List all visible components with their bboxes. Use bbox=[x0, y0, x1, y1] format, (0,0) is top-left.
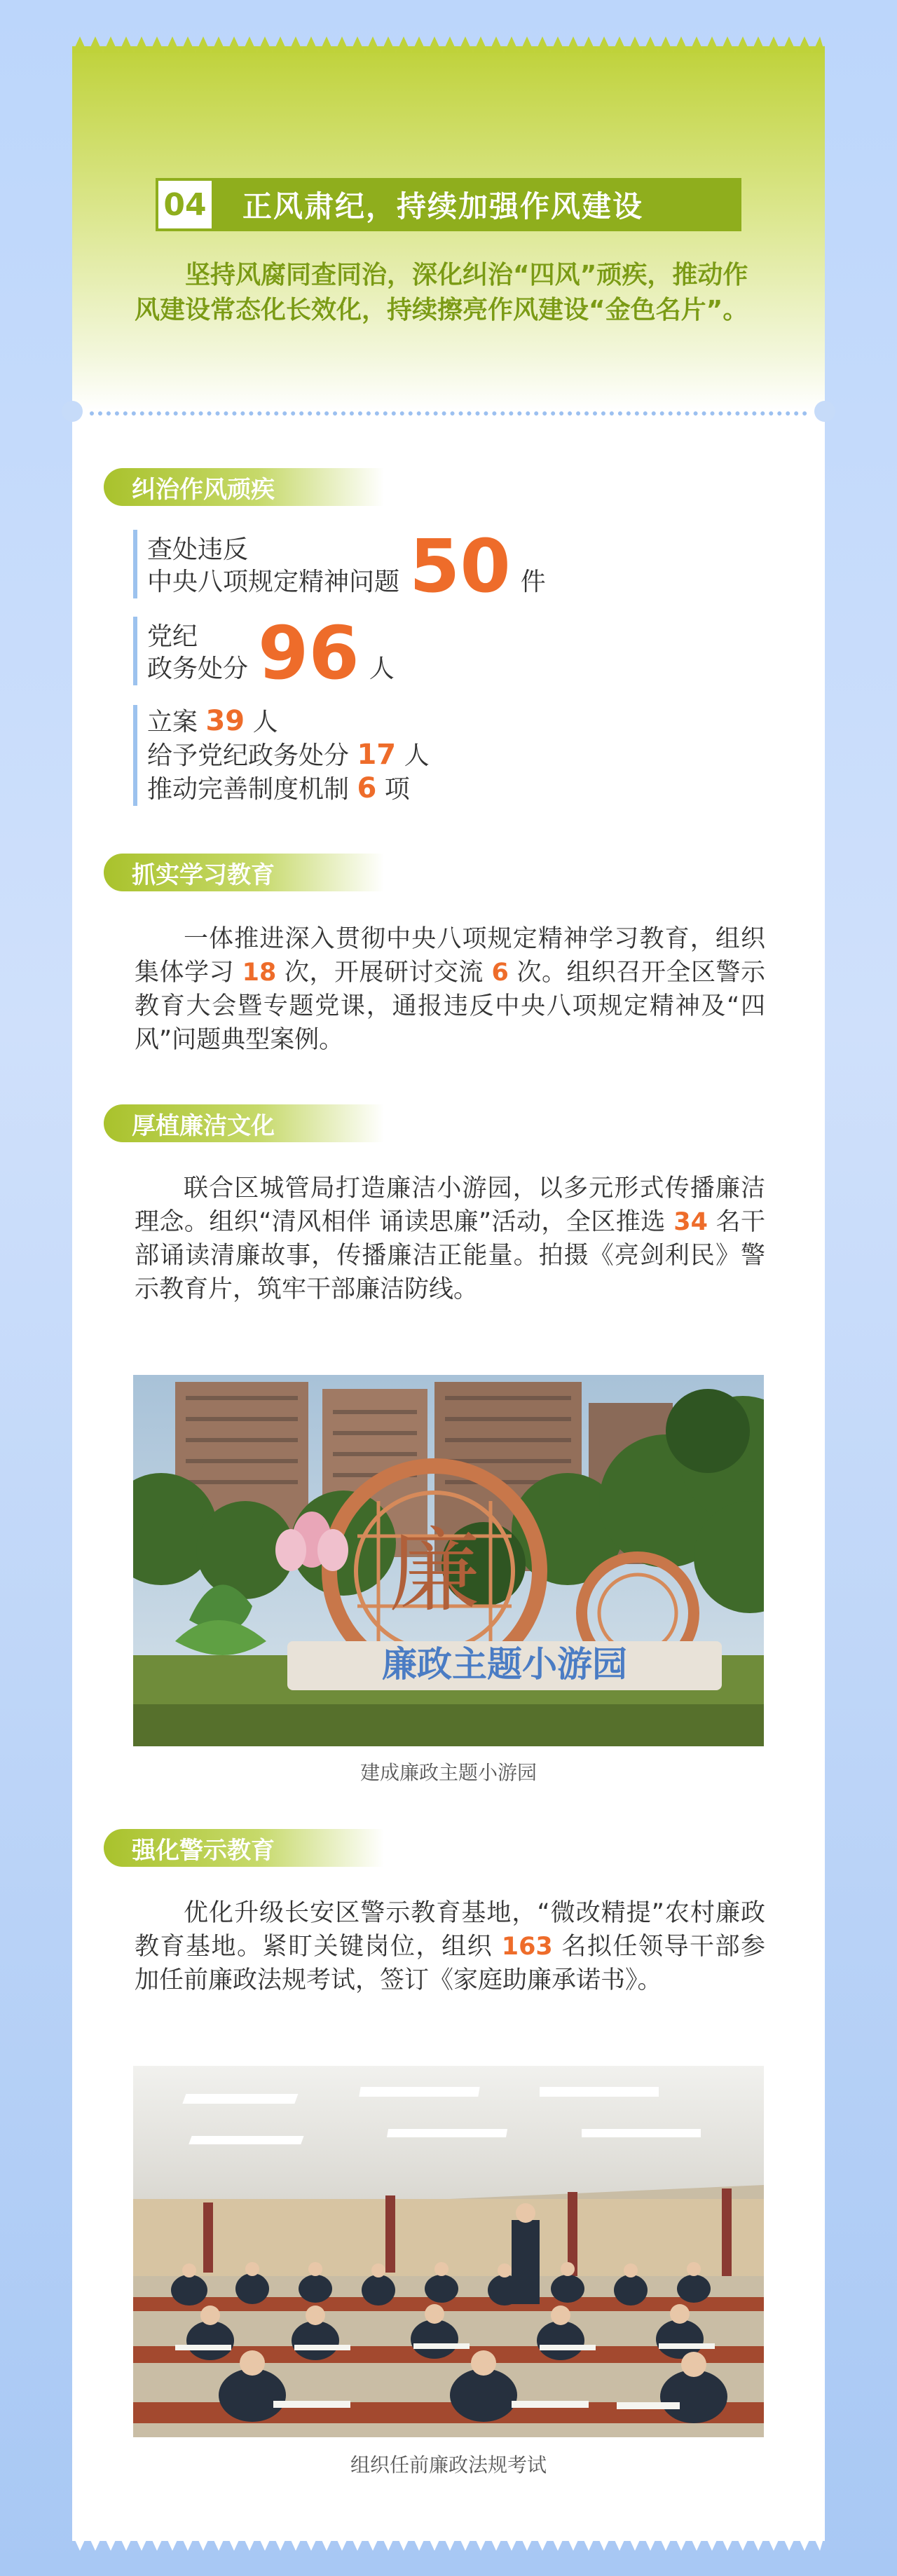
row-discipline-label: 给予党纪政务处分 bbox=[147, 741, 350, 770]
study-text-3: 次。组织召开全区警示教育大会暨专题党课，通报违反中央八项规定精神及“四风”问题典型案例。 bbox=[135, 959, 765, 1054]
dotted-divider bbox=[90, 411, 807, 416]
warning-text-1: 优化升级长安区警示教育基地，“微改精提”农村廉政教育基地。紧盯关键岗位，组织 bbox=[135, 1899, 765, 1961]
study-text-1: 一体推进深入贯彻中央八项规定精神学习教育，组织集体学习 bbox=[135, 925, 765, 987]
row-cases-label: 立案 bbox=[147, 708, 198, 737]
exam-photo bbox=[133, 2066, 764, 2437]
warning-text-2: 名拟任领导干部参加任前廉政法规考试，签订《家庭助廉承诺书》。 bbox=[135, 1933, 765, 1994]
stat-violations-line2: 中央八项规定精神问题 bbox=[147, 568, 400, 596]
row-discipline-value: 17 bbox=[357, 739, 397, 771]
row-cases-value: 39 bbox=[205, 705, 245, 737]
stat-list bbox=[133, 705, 430, 806]
section-intro: 坚持风腐同查同治，深化纠治“四风”顽疾，推动作风建设常态化长效化，持续擦亮作风建设“金色名片”。 bbox=[135, 261, 748, 324]
subheading-warning: 强化警示教育 bbox=[104, 1829, 384, 1867]
subheading-study: 抓实学习教育 bbox=[104, 854, 384, 891]
park-illustration bbox=[133, 1375, 764, 1746]
study-text-2: 次，开展研讨交流 bbox=[284, 959, 484, 987]
zigzag-top-edge bbox=[72, 36, 825, 53]
sign-character: 廉 bbox=[388, 1518, 481, 1624]
park-photo bbox=[133, 1375, 764, 1746]
study-value-1: 18 bbox=[242, 959, 277, 987]
stat-violations-line1: 查处违反 bbox=[147, 535, 249, 564]
exam-illustration bbox=[133, 2066, 764, 2437]
park-photo-caption: 建成廉政主题小游园 bbox=[360, 1761, 537, 1784]
park-sign-text: 廉政主题小游园 bbox=[382, 1644, 627, 1685]
study-value-2: 6 bbox=[491, 959, 509, 987]
stat-violations bbox=[133, 523, 546, 609]
section-title-bar bbox=[156, 178, 741, 231]
stat-row-cases bbox=[147, 705, 430, 739]
culture-text-1: 联合区城管局打造廉洁小游园，以多元形式传播廉洁理念。组织“清风相伴 诵读思廉”活动，全区推选 bbox=[135, 1174, 765, 1236]
culture-text-2: 名干部诵读清廉故事，传播廉洁正能量。拍摄《亮剑利民》警示教育片，筑牢干部廉洁防线。 bbox=[135, 1208, 765, 1303]
stat-punishments bbox=[133, 610, 395, 696]
row-mechanism-value: 6 bbox=[357, 772, 377, 804]
culture-paragraph bbox=[135, 1172, 765, 1306]
row-discipline-unit: 人 bbox=[404, 741, 430, 770]
left-notch bbox=[62, 401, 83, 422]
stat-row-mechanism bbox=[147, 772, 430, 806]
section-title: 正风肃纪，持续加强作风建设 bbox=[214, 178, 741, 231]
stat-row-discipline bbox=[147, 739, 430, 772]
warning-value-1: 163 bbox=[501, 1933, 553, 1961]
stat-punishments-value: 96 bbox=[258, 610, 360, 696]
warning-paragraph bbox=[135, 1896, 765, 1997]
row-cases-unit: 人 bbox=[252, 708, 278, 737]
subheading-culture: 厚植廉洁文化 bbox=[104, 1104, 384, 1142]
zigzag-bottom-edge bbox=[72, 2534, 825, 2551]
exam-photo-caption: 组织任前廉政法规考试 bbox=[350, 2453, 547, 2476]
right-notch bbox=[814, 401, 835, 422]
row-mechanism-label: 推动完善制度机制 bbox=[147, 775, 350, 804]
stat-violations-unit: 件 bbox=[520, 568, 546, 596]
stat-punishments-line2: 政务处分 bbox=[147, 655, 249, 683]
section-number: 04 bbox=[156, 178, 214, 231]
subheading-fix-style: 纠治作风顽疾 bbox=[104, 468, 384, 506]
stat-violations-value: 50 bbox=[409, 523, 511, 609]
stat-punishments-line1: 党纪 bbox=[147, 622, 198, 651]
study-paragraph bbox=[135, 922, 765, 1057]
row-mechanism-unit: 项 bbox=[384, 775, 410, 804]
stat-punishments-unit: 人 bbox=[369, 655, 395, 683]
culture-value-1: 34 bbox=[673, 1208, 708, 1236]
